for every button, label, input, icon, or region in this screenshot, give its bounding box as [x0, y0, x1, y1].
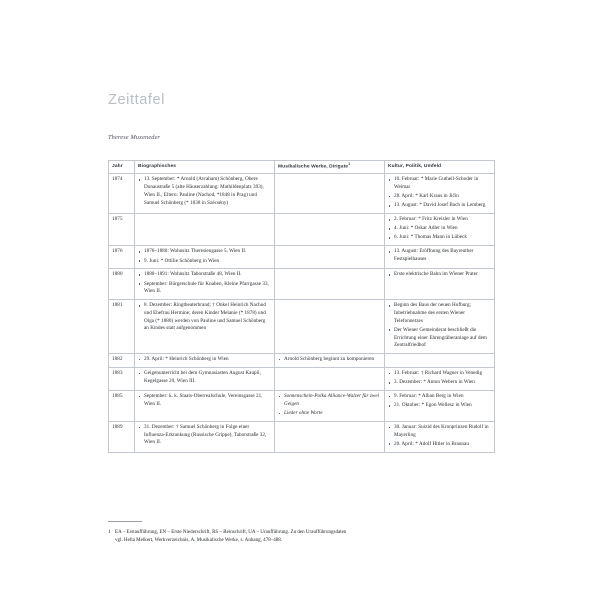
cell-works — [275, 269, 385, 300]
cell-works — [275, 300, 385, 354]
cell-works — [275, 174, 385, 214]
cell-biographical — [135, 354, 275, 368]
footnote-divider — [108, 521, 142, 522]
cell-list — [138, 356, 271, 364]
cell-biographical — [135, 300, 275, 354]
cell-list-item: 1880–1891: Wohnsitz Taborstraße 48, Wien II. — [138, 271, 271, 279]
cell-culture — [385, 246, 495, 269]
cell-works — [275, 421, 385, 452]
cell-biographical — [135, 246, 275, 269]
cell-list — [138, 370, 271, 385]
cell-list — [388, 271, 491, 279]
cell-list — [388, 302, 491, 350]
cell-list — [388, 424, 491, 449]
table-row — [109, 269, 495, 300]
cell-year: 1880 — [109, 269, 135, 300]
page-title: Zeittafel — [108, 92, 165, 108]
footnote-line-2: vgl. Hella Melkert, Werkverzeichnis, A. Musikalische Werke, s. Anhang, 478–488. — [115, 538, 283, 544]
cell-list-item: 31. Dezember: † Samuel Schönberg in Folge einer Influenza-Erkrankung (Russische Grippe), Taborstraße 32, Wien II. — [138, 424, 271, 447]
cell-list — [138, 271, 271, 296]
cell-list-item: 13. August: * David Josef Bach in Lemberg — [388, 202, 491, 210]
cell-list-item: 3. Dezember: * Anton Webern in Wien — [388, 379, 491, 387]
cell-biographical — [135, 214, 275, 246]
cell-list-item: 6. Juni: * Thomas Mann in Lübeck — [388, 234, 491, 242]
cell-list — [388, 248, 491, 263]
cell-list-item: Der Wiener Gemeinderat beschließt die Errichtung einer Ehrengräberanlage auf dem Zentralfriedhof — [388, 327, 491, 350]
table-row — [109, 354, 495, 368]
table-row — [109, 174, 495, 214]
column-header-biographical: Biographisches — [135, 161, 275, 174]
cell-works — [275, 390, 385, 421]
cell-culture — [385, 421, 495, 452]
table-row — [109, 421, 495, 452]
footnote — [108, 529, 496, 545]
cell-list — [138, 176, 271, 207]
cell-year: 1881 — [109, 300, 135, 354]
cell-culture — [385, 367, 495, 390]
cell-culture — [385, 214, 495, 246]
cell-works — [275, 354, 385, 368]
cell-works — [275, 246, 385, 269]
cell-year: 1882 — [109, 354, 135, 368]
cell-list-item: 2. Februar: * Fritz Kreisler in Wien — [388, 216, 491, 224]
cell-list-item: Arnold Schönberg beginnt zu komponieren — [278, 356, 381, 364]
cell-list-item: 13. Februar: † Richard Wagner in Venedig — [388, 370, 491, 378]
footnote-marker: 1 — [348, 162, 351, 166]
cell-list — [388, 176, 491, 210]
table-row — [109, 214, 495, 246]
column-header-works — [275, 161, 385, 174]
cell-list-item: September: Bürgerschule für Knaben, Kleine Pfarrgasse 33, Wien II. — [138, 281, 271, 296]
cell-list-item: 21. Oktober: * Egon Wellesz in Wien — [388, 402, 491, 410]
cell-year: 1889 — [109, 421, 135, 452]
footnote-line-1: EA – Erstaufführung, EN – Erste Niederschrift, RS – Reinschrift, UA – Uraufführung. Zu den Uraufführungsdaten — [115, 530, 347, 535]
cell-list — [388, 393, 491, 410]
cell-culture — [385, 390, 495, 421]
cell-list-item: 13. August: Eröffnung des Bayreuther Festspielhauses — [388, 248, 491, 263]
cell-list — [278, 393, 381, 418]
cell-list-item: 20. April: * Adolf Hitler in Braunau — [388, 441, 491, 449]
cell-list-item: Erste elektrische Bahn im Wiener Prater — [388, 271, 491, 279]
table-row — [109, 367, 495, 390]
cell-list-item: Lieder ohne Worte — [278, 410, 381, 418]
cell-list — [278, 356, 381, 364]
cell-biographical — [135, 174, 275, 214]
table-header-row — [109, 161, 495, 174]
footnote-number: 1 — [108, 530, 111, 535]
cell-list-item: Beginn des Baus der neuen Hofburg; Inbetriebnahme des ersten Wiener Telefonnetzes — [388, 302, 491, 325]
cell-list-item: 28. April: * Karl Kraus in Jičín — [388, 193, 491, 201]
cell-works — [275, 367, 385, 390]
cell-year: 1885 — [109, 390, 135, 421]
cell-list — [138, 393, 271, 408]
column-header-works-label: Musikalische Werke, Dirigate — [278, 164, 349, 170]
cell-biographical — [135, 269, 275, 300]
cell-list-item: Geigenunterricht bei dem Gymnasiasten August Kaupil, Kegelgasse 20, Wien III. — [138, 370, 271, 385]
cell-list-item: September: k. k. Staats-Oberrealschule, Vereinsgasse 21, Wien II. — [138, 393, 271, 408]
cell-list-item: 9. Februar: * Alban Berg in Wien — [388, 393, 491, 401]
cell-list-item: 9. Juni: * Ottilie Schönberg in Wien — [138, 258, 271, 266]
cell-list-item: 8. Dezember: Ringtheaterbrand; † Onkel Heinrich Nachod und Ehefrau Hermine; deren Kinder Melanie (* 1878) und Olga (* 1880) werden von Pauline und Samuel Schönberg an Kindes statt aufgenommen — [138, 302, 271, 333]
table-row — [109, 246, 495, 269]
cell-list-item: 4. Juni: * Oskar Adler in Wien — [388, 225, 491, 233]
cell-biographical — [135, 367, 275, 390]
cell-list-item: 29. April: * Heinrich Schönberg in Wien — [138, 356, 271, 364]
cell-year: 1883 — [109, 367, 135, 390]
cell-year: 1874 — [109, 174, 135, 214]
author-byline: Therese Muxeneder — [108, 134, 161, 141]
cell-works — [275, 214, 385, 246]
cell-list — [138, 302, 271, 333]
cell-list-item: Sonnenschein-Polka Alliance-Walzer für zwei Geigen — [278, 393, 381, 408]
cell-list-item: 10. Februar: * Marie Gutheil-Schoder in Weimar — [388, 176, 491, 191]
cell-list — [388, 216, 491, 242]
cell-list — [388, 370, 491, 387]
cell-list-item: 30. Januar: Suizid des Kronprinzen Rudolf in Mayerling — [388, 424, 491, 439]
cell-culture — [385, 269, 495, 300]
column-header-year: Jahr — [109, 161, 135, 174]
table-body — [109, 174, 495, 452]
cell-year: 1875 — [109, 214, 135, 246]
cell-culture — [385, 174, 495, 214]
cell-list-item: 1876–1880: Wohnsitz Theresiengasse 5, Wien II. — [138, 248, 271, 256]
cell-list-item: 13. September: * Arnold (Avraham) Schönberg, Obere Donaustraße 5 (alte Häuserzahlung: Mathildenplatz 393), Wien II., Eltern: Pauline (Nachod, *1848 in Prag) und Samuel Schönberg (* 1838 in Szécsény) — [138, 176, 271, 207]
cell-culture — [385, 354, 495, 368]
cell-year: 1876 — [109, 246, 135, 269]
table-row — [109, 300, 495, 354]
zeittafel-table — [108, 160, 495, 453]
column-header-culture: Kultur, Politik, Umfeld — [385, 161, 495, 174]
cell-list — [138, 248, 271, 265]
cell-biographical — [135, 390, 275, 421]
cell-list — [138, 424, 271, 447]
table-row — [109, 390, 495, 421]
cell-biographical — [135, 421, 275, 452]
cell-culture — [385, 300, 495, 354]
